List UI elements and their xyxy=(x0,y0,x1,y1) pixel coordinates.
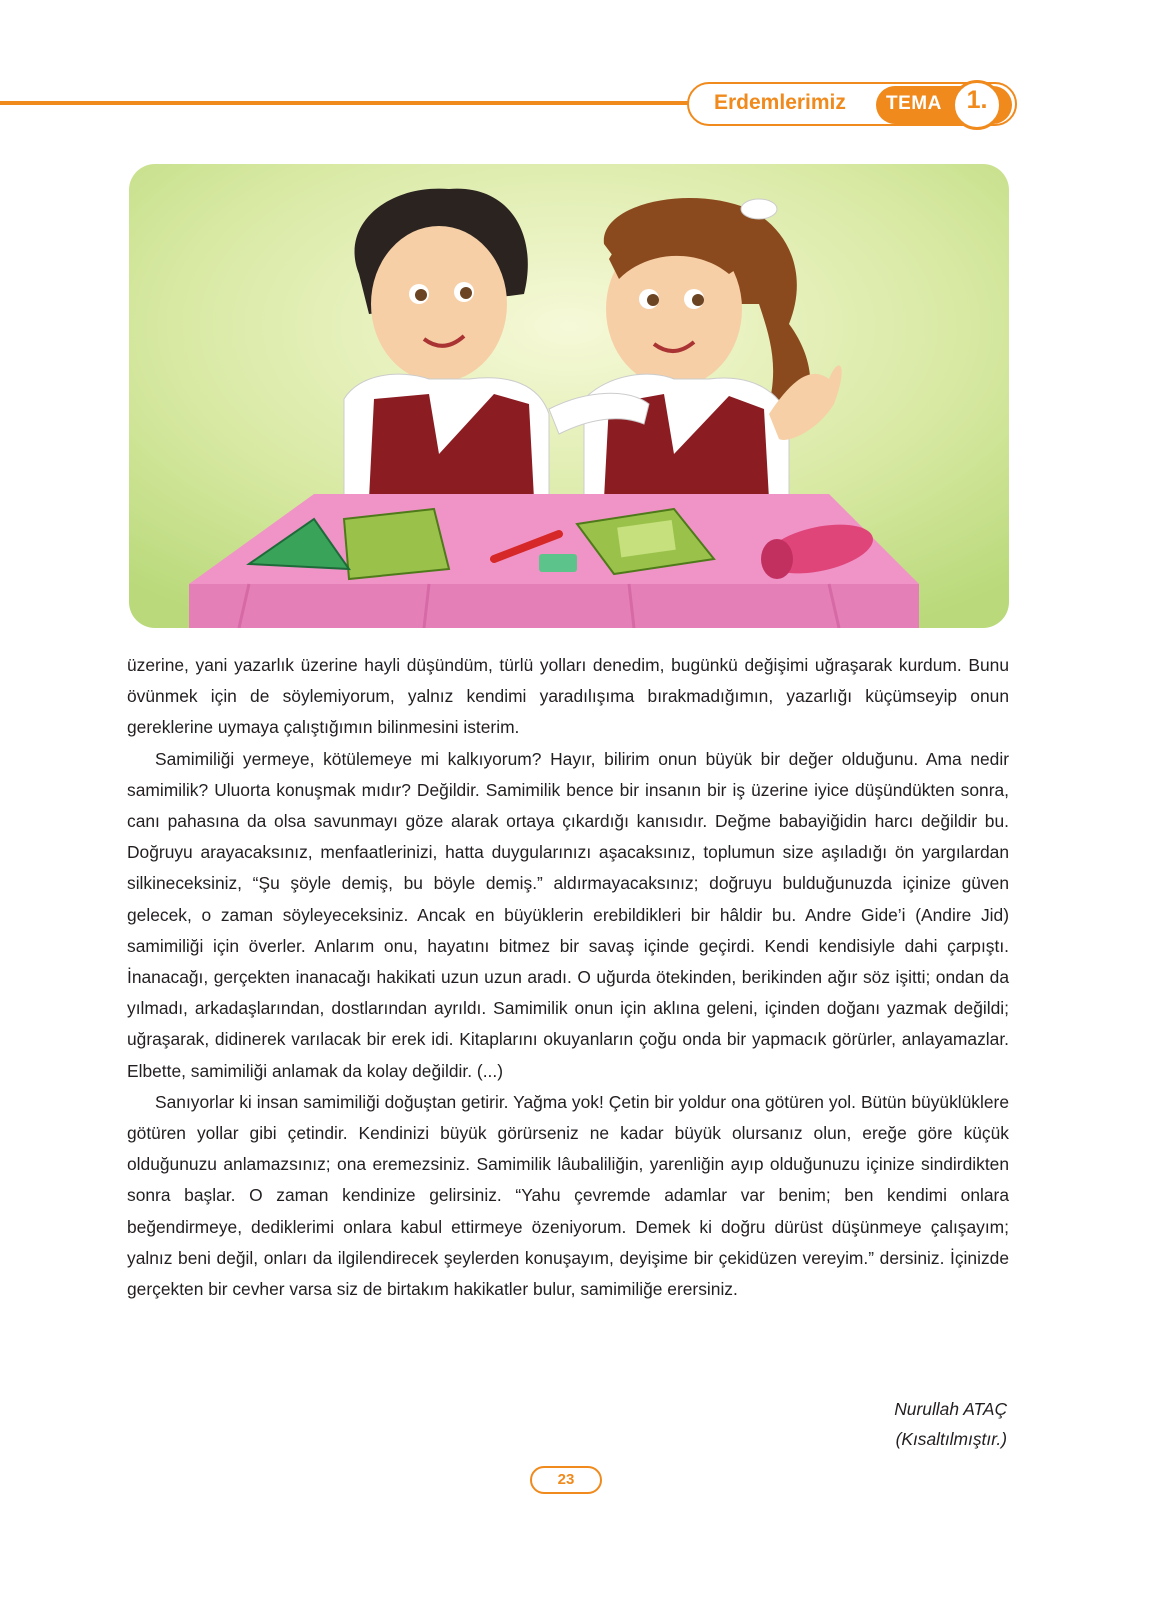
abridged-note: (Kısaltılmıştır.) xyxy=(895,1429,1007,1449)
header-rule xyxy=(0,101,700,105)
author-name: Nurullah ATAÇ xyxy=(894,1399,1007,1419)
author-attribution xyxy=(894,1394,1007,1454)
eraser xyxy=(539,554,577,572)
boy-face xyxy=(371,226,507,382)
two-students-at-desk-illustration xyxy=(129,164,1009,628)
reading-text xyxy=(127,650,1009,1305)
paragraph: Sanıyorlar ki insan samimiliği doğuştan getirir. Yağma yok! Çetin bir yoldur ona götüren yol. Bütün büyüklüklere götüren yollar gibi çetindir. Kendinizi büyük görürseniz ne kadar büyük olursanız olun, ereğe göre küçük olduğunuzu anlamazsınız; ona eremezsiniz. Samimilik lâubaliliğin, yarenliğin ayıp olduğunuzu içinize sindirdikten sonra başlar. O zaman kendinize gelirsiniz. “Yahu çevremde adamlar var benim; ben kendimi onlara beğendirmeye, dediklerimi onlara kabul ettirmeye özeniyorum. Demek ki doğru dürüst düşünmeye çalışayım; yalnız beni değil, onları da ilgilendirecek şeylerden konuşayım, deyişime bir çekidüzen vereyim.” dersiniz. İçinizde gerçekten bir cevher varsa siz de birtakım hakikatler bulur, samimiliğe erersiniz. xyxy=(127,1091,1009,1300)
unit-title: Erdemlerimiz xyxy=(714,91,846,114)
paragraph: Samimiliği yermeye, kötülemeye mi kalkıyorum? Hayır, bilirim onun büyük bir değer olduğunu. Ama nedir samimilik? Uluorta konuşmak mıdır? Değildir. Samimilik bence bir insanın bir iş üzerine iyice düşündükten sonra, canı pahasına da olsa savunmayı göze alarak ortaya çıkardığı kanısıdır. Değme babayiğidin harcı değildir bu. Doğruyu arayacaksınız, menfaatlerinizi, hatta duygularınızı aşacaksınız, toplumun size aşıladığı ön yargılardan silkineceksiniz, “Şu şöyle demiş, bu böyle demiş.” aldırmayacaksınız; doğruyu bulduğunuzda içinize güven gelecek, o zaman söyleyeceksiniz. Ancak en büyüklerin erebildikleri bir hâldir bu. Andre Gide’i (Andire Jid) samimiliği için överler. Anlarım onu, hayatını bitmez bir savaş içinde geçirdi. Kendi kendisiyle dahi çarpıştı. İnanacağı, gerçekten inanacağı hakikati uzun uzun aradı. O uğurda ötekinden, berikinden ağır söz işitti; ondan da yılmadı, arkadaşlarından, dostlarından ayrıldı. Samimilik onun için aklına geleni, içinden doğanı yazmak değildi; uğraşarak, didinerek varılacak bir erek idi. Kitaplarını okuyanların çoğu onda bir yapmacık görürler, anlayamazlar. Elbette, samimiliği anlamak da kolay değildir. (...) xyxy=(127,748,1009,1081)
theme-number: 1. xyxy=(966,86,988,114)
book-left xyxy=(344,509,449,579)
paragraph: üzerine, yani yazarlık üzerine hayli düşündüm, türlü yolları denedim, bugünkü değişimi uğraşarak kurdum. Bunu övünmek için de söylemiyorum, yalnız kendimi yaradılışıma bırakmadığımın, yazarlığı küçümseyip onun gereklerine uymaya çalıştığımın bilinmesini isterim. xyxy=(127,655,1009,738)
page-number: 23 xyxy=(557,1471,575,1488)
theme-label: TEMA xyxy=(886,93,942,114)
